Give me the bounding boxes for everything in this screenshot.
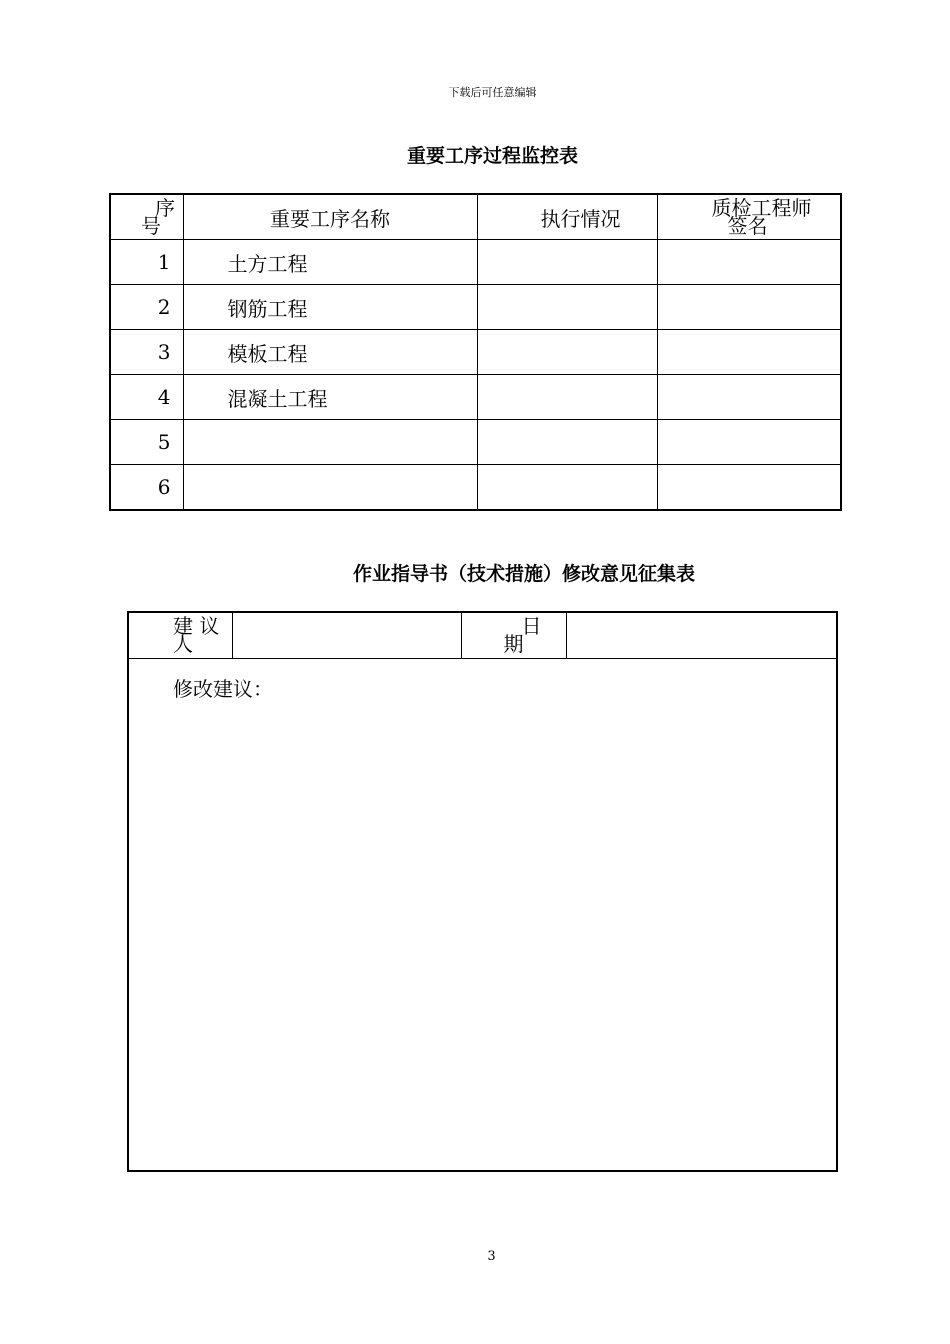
row-number: 5: [110, 420, 183, 465]
proposer-value[interactable]: [232, 612, 461, 659]
monitor-table-title: 重要工序过程监控表: [406, 145, 578, 167]
suggestion-area[interactable]: [128, 659, 837, 1172]
header-process-name: 重要工序名称: [183, 194, 477, 240]
table-row: [110, 240, 841, 285]
table-row: [110, 465, 841, 511]
row-signature-cell[interactable]: [657, 465, 841, 511]
table-row: [110, 375, 841, 420]
row-signature-cell[interactable]: [657, 375, 841, 420]
suggestion-label: 修改建议：: [173, 677, 273, 701]
header-execution-status: 执行情况: [477, 194, 657, 240]
row-signature-cell[interactable]: [657, 330, 841, 375]
row-number: 3: [110, 330, 183, 375]
page-number: 3: [487, 1249, 496, 1264]
feedback-collection-table: [127, 611, 838, 1172]
table-row: [110, 420, 841, 465]
header-seq-line2: 号: [141, 214, 161, 238]
table-row: [110, 285, 841, 330]
row-signature-cell[interactable]: [657, 285, 841, 330]
header-sign-line1: 质检工程师: [711, 196, 812, 220]
row-signature-cell[interactable]: [657, 420, 841, 465]
row-process-name: 混凝土工程: [183, 375, 477, 420]
row-process-name[interactable]: [183, 420, 477, 465]
row-status-cell[interactable]: [477, 285, 657, 330]
date-label-line1: 日: [521, 614, 542, 638]
row-number: 1: [110, 240, 183, 285]
row-process-name: 模板工程: [183, 330, 477, 375]
table-row: [110, 330, 841, 375]
header-signature: [657, 194, 841, 240]
process-monitor-table: [109, 193, 842, 511]
feedback-table-title: 作业指导书（技术措施）修改意见征集表: [352, 563, 695, 585]
row-number: 2: [110, 285, 183, 330]
row-process-name[interactable]: [183, 465, 477, 511]
feedback-body-row: [128, 659, 837, 1172]
date-value[interactable]: [566, 612, 837, 659]
row-status-cell[interactable]: [477, 375, 657, 420]
date-label-line2: 期: [503, 632, 524, 656]
row-status-cell[interactable]: [477, 240, 657, 285]
feedback-header-row: [128, 612, 837, 659]
row-status-cell[interactable]: [477, 330, 657, 375]
proposer-label-line2: 人: [173, 632, 193, 656]
header-sign-line2: 签名: [727, 214, 768, 238]
row-process-name: 土方工程: [183, 240, 477, 285]
row-status-cell[interactable]: [477, 420, 657, 465]
row-signature-cell[interactable]: [657, 240, 841, 285]
row-status-cell[interactable]: [477, 465, 657, 511]
row-number: 4: [110, 375, 183, 420]
row-process-name: 钢筋工程: [183, 285, 477, 330]
row-number: 6: [110, 465, 183, 511]
proposer-label: [128, 612, 232, 659]
date-label: [461, 612, 566, 659]
table-header-row: [110, 194, 841, 240]
header-seq-line1: 序: [155, 196, 175, 220]
header-note: 下载后可任意编辑: [448, 86, 537, 99]
header-seq: [110, 194, 183, 240]
proposer-label-line1: 建 议: [173, 614, 220, 638]
